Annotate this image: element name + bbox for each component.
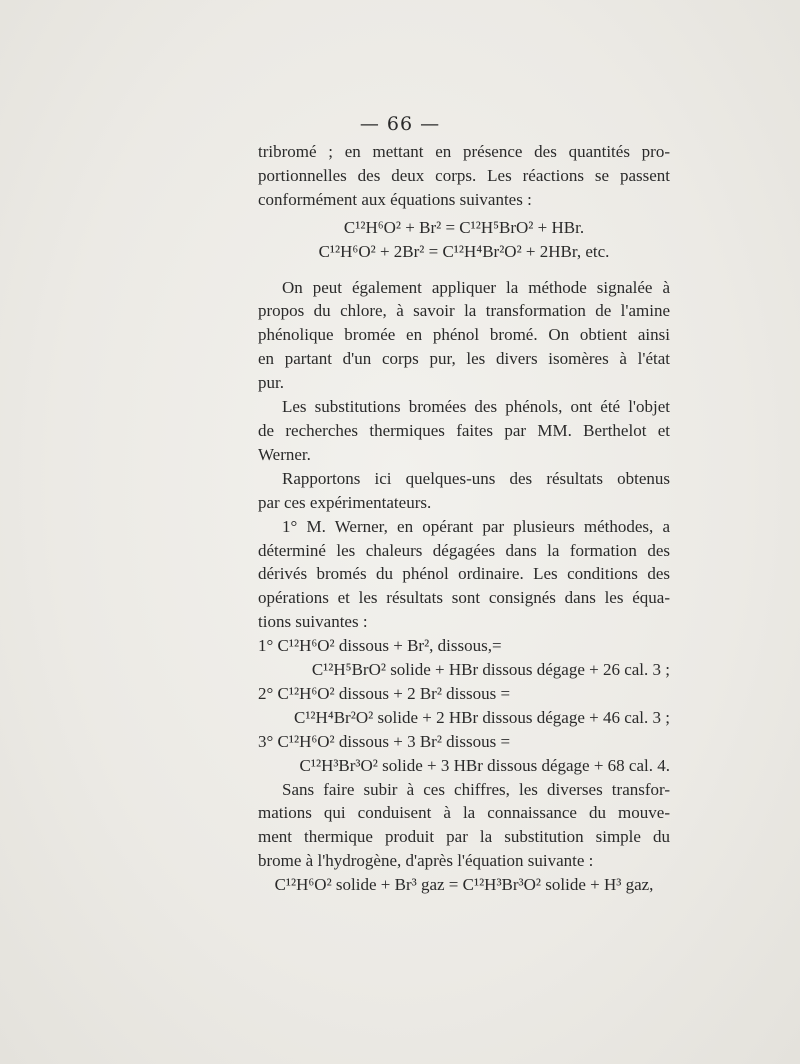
page-body — [258, 140, 670, 897]
text-line: mations qui conduisent à la connaissance du mouve- — [258, 803, 670, 823]
reaction-2-left: 2° C¹²H⁶O² dissous + 2 Br² dissous = — [258, 683, 511, 703]
text-line: de recherches thermiques faites par MM. Berthelot et — [258, 420, 670, 440]
text-line: dérivés bromés du phénol ordinaire. Les conditions des — [258, 564, 670, 584]
text-line: 1° M. Werner, en opérant par plusieurs méthodes, a — [282, 516, 670, 536]
text-line: par ces expérimentateurs. — [258, 492, 432, 512]
equation-1: C¹²H⁶O² + Br² = C¹²H⁵BrO² + HBr. — [343, 217, 585, 237]
text-line: Sans faire subir à ces chiffres, les diverses transfor- — [282, 779, 670, 799]
text-line: propos du chlore, à savoir la transformation de l'amine — [258, 301, 670, 321]
text-line: Les substitutions bromées des phénols, ont été l'objet — [282, 397, 670, 417]
text-line: Rapportons ici quelques-uns des résultats obtenus — [282, 468, 670, 488]
text-line: portionnelles des deux corps. Les réactions se passent — [258, 165, 670, 185]
equation-2: C¹²H⁶O² + 2Br² = C¹²H⁴Br²O² + 2HBr, etc. — [318, 241, 610, 261]
final-equation: C¹²H⁶O² solide + Br³ gaz = C¹²H³Br³O² solide + H³ gaz, — [274, 875, 654, 895]
text-line: pur. — [258, 373, 284, 393]
text-line: tions suivantes : — [258, 612, 368, 632]
text-line: Werner. — [258, 444, 311, 464]
text-line: phénolique bromée en phénol bromé. On obtient ainsi — [258, 325, 670, 345]
text-line: brome à l'hydrogène, d'après l'équation suivante : — [258, 851, 594, 871]
reaction-3-right: C¹²H³Br³O² solide + 3 HBr dissous dégage + 68 cal. 4. — [299, 755, 670, 775]
text-line: ment thermique produit par la substitution simple du — [258, 827, 670, 847]
text-line: tribromé ; en mettant en présence des quantités pro- — [258, 142, 670, 161]
reaction-1-right: C¹²H⁵BrO² solide + HBr dissous dégage + 26 cal. 3 ; — [311, 660, 670, 680]
text-line: On peut également appliquer la méthode signalée à — [282, 277, 670, 297]
text-line: déterminé les chaleurs dégagées dans la formation des — [258, 540, 670, 560]
text-line: opérations et les résultats sont consignés dans les équa- — [258, 588, 670, 608]
reaction-1-left: 1° C¹²H⁶O² dissous + Br², dissous,= — [258, 636, 502, 656]
reaction-2-right: C¹²H⁴Br²O² solide + 2 HBr dissous dégage + 46 cal. 3 ; — [293, 707, 670, 727]
reaction-3-left: 3° C¹²H⁶O² dissous + 3 Br² dissous = — [258, 731, 511, 751]
text-line: conformément aux équations suivantes : — [258, 189, 532, 209]
page-number: — 66 — — [359, 113, 441, 135]
text-line: en partant d'un corps pur, les divers isomères à l'état — [258, 349, 670, 369]
